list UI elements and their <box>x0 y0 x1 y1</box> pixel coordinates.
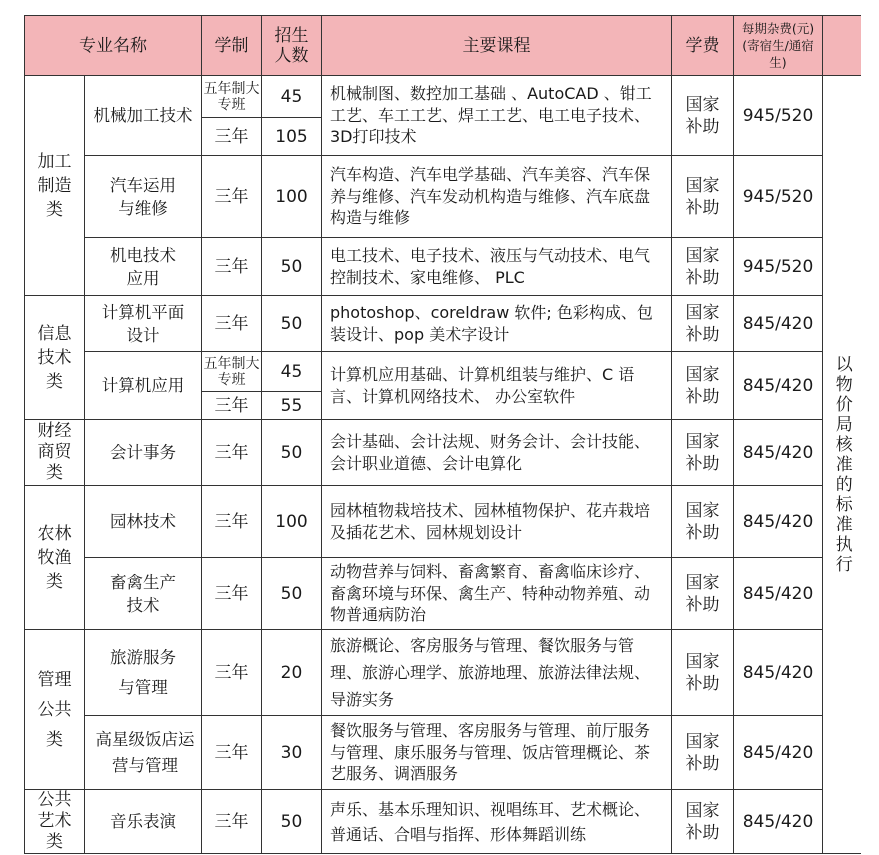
courses-cell: 动物营养与饲料、畜禽繁育、畜禽临床诊疗、畜禽环境与环保、禽生产、特种动物养殖、动物普通病防治 <box>322 558 672 630</box>
table-row <box>25 156 861 238</box>
enroll-cell: 50 <box>262 420 322 486</box>
tuition-text: 国家补助 <box>685 651 720 694</box>
table-row <box>25 630 861 716</box>
major-cell: 机械加工技术 <box>85 76 202 156</box>
fee-cell: 845/420 <box>734 296 823 352</box>
category-label: 公共艺术类 <box>37 790 72 852</box>
category-label: 加工制造类 <box>37 151 72 220</box>
header-courses: 主要课程 <box>322 16 672 76</box>
enroll-cell: 30 <box>262 716 322 790</box>
tuition-cell <box>672 558 734 630</box>
fee-cell: 845/420 <box>734 716 823 790</box>
courses-cell: 机械制图、数控加工基础 、AutoCAD 、钳工工艺、车工工艺、焊工工艺、电工电子技术、3D打印技术 <box>322 76 672 156</box>
enroll-cell: 45 <box>262 352 322 392</box>
tuition-text: 国家补助 <box>685 572 720 615</box>
tuition-text: 国家补助 <box>685 364 720 407</box>
fee-cell: 945/520 <box>734 238 823 296</box>
system-cell: 三年 <box>202 790 262 854</box>
enroll-cell: 45 <box>262 76 322 118</box>
system-cell: 三年 <box>202 238 262 296</box>
system-cell: 三年 <box>202 156 262 238</box>
major-cell <box>85 238 202 296</box>
system-cell: 三年 <box>202 118 262 156</box>
header-fees <box>734 16 823 76</box>
major-cell: 会计事务 <box>85 420 202 486</box>
category-label: 管理公共类 <box>37 669 72 750</box>
courses-cell: 声乐、基本乐理知识、视唱练耳、艺术概论、普通话、合唱与指挥、形体舞蹈训练 <box>322 790 672 854</box>
table-row <box>25 352 861 392</box>
tuition-text: 国家补助 <box>685 800 720 843</box>
major-cell <box>85 630 202 716</box>
enrollment-table-container <box>24 15 860 853</box>
header-system: 学制 <box>202 16 262 76</box>
tuition-cell <box>672 630 734 716</box>
header-enroll <box>262 16 322 76</box>
system-cell: 三年 <box>202 716 262 790</box>
fee-cell: 845/420 <box>734 486 823 558</box>
table-row <box>25 716 861 790</box>
tuition-text: 国家补助 <box>685 431 720 474</box>
enroll-cell: 20 <box>262 630 322 716</box>
enroll-cell: 55 <box>262 392 322 420</box>
table-row <box>25 790 861 854</box>
system-cell: 五年制大专班 <box>202 76 262 118</box>
system-cell: 五年制大专班 <box>202 352 262 392</box>
system-cell: 三年 <box>202 296 262 352</box>
system-cell: 三年 <box>202 392 262 420</box>
system-cell: 三年 <box>202 558 262 630</box>
enroll-cell: 105 <box>262 118 322 156</box>
tuition-cell <box>672 790 734 854</box>
tuition-text: 国家补助 <box>685 175 720 218</box>
system-cell: 三年 <box>202 420 262 486</box>
courses-cell: 餐饮服务与管理、客房服务与管理、前厅服务与管理、康乐服务与管理、饭店管理概论、茶艺服务、调酒服务 <box>322 716 672 790</box>
table-row <box>25 238 861 296</box>
courses-cell: photoshop、coreldraw 软件; 色彩构成、包装设计、pop 美术字设计 <box>322 296 672 352</box>
category-label: 农林牧渔类 <box>37 523 72 592</box>
tuition-cell <box>672 352 734 420</box>
major-text: 高星级饭店运营与管理 <box>95 729 195 775</box>
note-cell: 以物价局核准的标准执行 <box>823 76 861 854</box>
major-cell <box>85 558 202 630</box>
table-row <box>25 296 861 352</box>
tuition-cell <box>672 716 734 790</box>
tuition-text: 国家补助 <box>685 245 720 288</box>
header-major: 专业名称 <box>25 16 202 76</box>
major-cell: 园林技术 <box>85 486 202 558</box>
table-row <box>25 76 861 118</box>
fee-cell: 945/520 <box>734 156 823 238</box>
enroll-cell: 50 <box>262 296 322 352</box>
major-text: 机电技术应用 <box>110 245 176 288</box>
enroll-cell: 100 <box>262 486 322 558</box>
tuition-cell <box>672 238 734 296</box>
courses-cell: 计算机应用基础、计算机组装与维护、C 语言、计算机网络技术、 办公室软件 <box>322 352 672 420</box>
tuition-cell <box>672 76 734 156</box>
category-cell <box>25 420 85 486</box>
major-cell <box>85 156 202 238</box>
courses-cell: 旅游概论、客房服务与管理、餐饮服务与管理、旅游心理学、旅游地理、旅游法律法规、导游实务 <box>322 630 672 716</box>
table-row <box>25 486 861 558</box>
category-cell <box>25 790 85 854</box>
tuition-text: 国家补助 <box>685 94 720 137</box>
enroll-cell: 100 <box>262 156 322 238</box>
major-cell: 计算机应用 <box>85 352 202 420</box>
fee-cell: 845/420 <box>734 630 823 716</box>
category-label: 信息技术类 <box>37 323 72 392</box>
tuition-text: 国家补助 <box>685 731 720 774</box>
enrollment-table <box>24 15 861 854</box>
category-label: 财经商贸类 <box>37 421 72 483</box>
fee-cell: 845/420 <box>734 790 823 854</box>
courses-cell: 会计基础、会计法规、财务会计、会计技能、会计职业道德、会计电算化 <box>322 420 672 486</box>
header-fees-text: 每期杂费(元)(寄宿生/通宿生) <box>741 21 815 70</box>
major-text: 畜禽生产技术 <box>110 572 176 615</box>
courses-cell: 园林植物栽培技术、园林植物保护、花卉栽培及插花艺术、园林规划设计 <box>322 486 672 558</box>
fee-cell: 845/420 <box>734 558 823 630</box>
courses-cell: 汽车构造、汽车电学基础、汽车美容、汽车保养与维修、汽车发动机构造与维修、汽车底盘构造与维修 <box>322 156 672 238</box>
fee-cell: 945/520 <box>734 76 823 156</box>
major-cell <box>85 296 202 352</box>
tuition-text: 国家补助 <box>685 500 720 543</box>
enroll-cell: 50 <box>262 238 322 296</box>
enroll-cell: 50 <box>262 558 322 630</box>
table-row <box>25 558 861 630</box>
major-text: 汽车运用与维修 <box>110 175 176 218</box>
category-cell <box>25 486 85 630</box>
major-text: 计算机平面设计 <box>101 302 185 345</box>
category-cell <box>25 630 85 790</box>
header-row <box>25 16 861 76</box>
major-cell: 音乐表演 <box>85 790 202 854</box>
tuition-cell <box>672 420 734 486</box>
header-note-blank <box>823 16 861 76</box>
table-row <box>25 420 861 486</box>
header-tuition: 学费 <box>672 16 734 76</box>
major-cell <box>85 716 202 790</box>
header-enroll-text: 招生人数 <box>274 25 309 66</box>
fee-cell: 845/420 <box>734 352 823 420</box>
fee-cell: 845/420 <box>734 420 823 486</box>
tuition-text: 国家补助 <box>685 302 720 345</box>
tuition-cell <box>672 486 734 558</box>
system-cell: 三年 <box>202 486 262 558</box>
enroll-cell: 50 <box>262 790 322 854</box>
category-cell <box>25 76 85 296</box>
system-cell: 三年 <box>202 630 262 716</box>
courses-cell: 电工技术、电子技术、液压与气动技术、电气控制技术、家电维修、 PLC <box>322 238 672 296</box>
major-text: 旅游服务与管理 <box>110 647 176 697</box>
category-cell <box>25 296 85 420</box>
tuition-cell <box>672 156 734 238</box>
tuition-cell <box>672 296 734 352</box>
